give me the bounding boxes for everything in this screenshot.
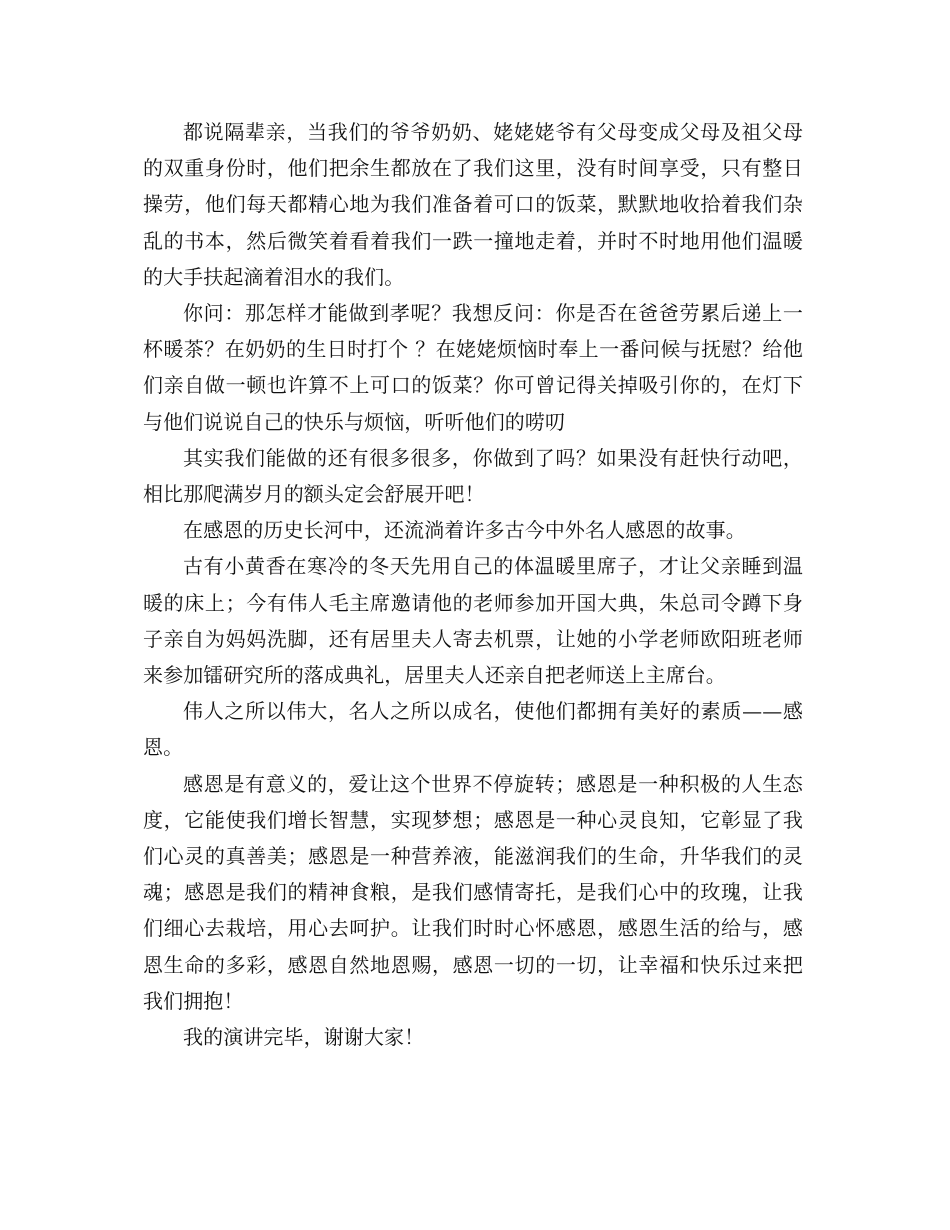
paragraph-4: 在感恩的历史长河中，还流淌着许多古今中外名人感恩的故事。 xyxy=(183,518,746,543)
paragraph-7: 感恩是有意义的，爱让这个世界不停旋转；感恩是一种积极的人生态度，它能使我们增长智慧，实现梦想；感恩是一种心灵良知，它彰显了我们心灵的真善美；感恩是一种营养液，能滋润我们的生命，升华我们的灵魂；感恩是我们的精神食粮，是我们感情寄托，是我们心中的玫瑰，让我们细心去栽培，用心去呵护。让我们时时心怀感恩，感恩生活的给与，感恩生命的多彩，感恩自然地恩赐，感恩一切的一切，让幸福和快乐过来把我们拥抱！ xyxy=(143,771,803,1013)
paragraph-1: 都说隔辈亲，当我们的爷爷奶奶、姥姥姥爷有父母变成父母及祖父母的双重身份时，他们把余生都放在了我们这里，没有时间享受，只有整日操劳，他们每天都精心地为我们准备着可口的饭菜，默默地收拾着我们杂乱的书本，然后微笑着看着我们一跌一撞地走着，并时不时地用他们温暖的大手扶起滴着泪水的我们。 xyxy=(143,120,803,289)
paragraph-6: 伟人之所以伟大，名人之所以成名，使他们都拥有美好的素质——感恩。 xyxy=(143,699,803,760)
paragraph-2: 你问：那怎样才能做到孝呢？我想反问：你是否在爸爸劳累后递上一杯暖茶？在奶奶的生日时打个 ？在姥姥烦恼时奉上一番问候与抚慰？给他们亲自做一顿也许算不上可口的饭菜？你可曾记得关掉吸引你的，在灯下与他们说说自己的快乐与烦恼，听听他们的唠叨 xyxy=(143,301,803,434)
paragraph-3: 其实我们能做的还有很多很多，你做到了吗？如果没有赶快行动吧，相比那爬满岁月的额头定会舒展开吧！ xyxy=(143,445,803,507)
paragraph-5: 古有小黄香在寒冷的冬天先用自己的体温暖里席子，才让父亲睡到温暖的床上；今有伟人毛主席邀请他的老师参加开国大典，朱总司令蹲下身子亲自为妈妈洗脚，还有居里夫人寄去机票，让她的小学老师欧阳班老师来参加镭研究所的落成典礼，居里夫人还亲自把老师送上主席台。 xyxy=(143,554,803,688)
speech-body xyxy=(143,114,803,1055)
paragraph-8: 我的演讲完毕，谢谢大家！ xyxy=(183,1025,425,1050)
